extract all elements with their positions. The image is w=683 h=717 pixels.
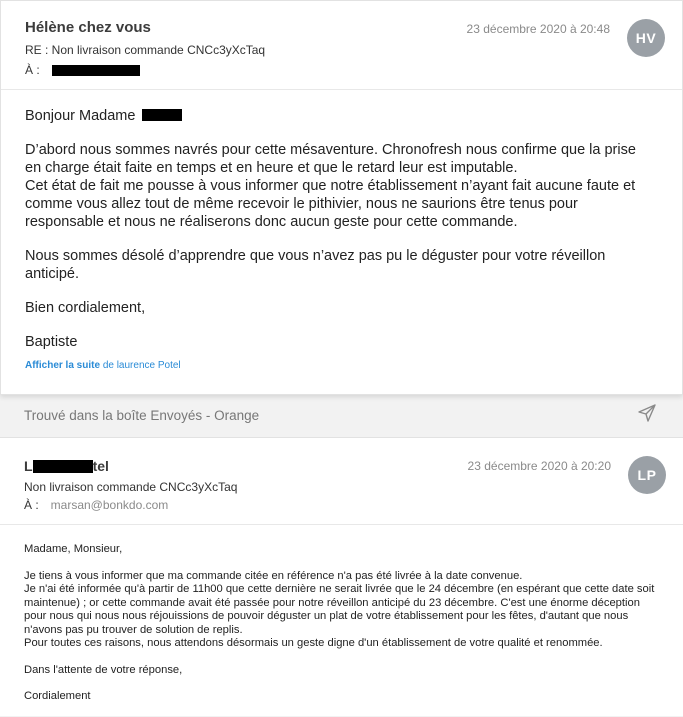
message-subject: Non livraison commande CNCc3yXcTaq [24, 480, 238, 494]
sender-name: Hélène chez vous [25, 19, 151, 36]
message-date: 23 décembre 2020 à 20:20 [467, 459, 611, 473]
paragraph: Je tiens à vous informer que ma commande citée en référence n'a pas été livrée à la date convenue. [24, 569, 523, 582]
show-more-from[interactable]: de laurence Potel [102, 360, 181, 371]
closing: Dans l'attente de votre réponse, [24, 663, 183, 676]
paragraph: Cet état de fait me pousse à vous informer que notre établissement n’ayant fait aucune faute et comme vous allez tout de même recevoir le pithivier, nous ne saurions être tenus pour responsable et nous ne réaliserons donc aucun geste pour cette commande. [25, 178, 636, 230]
message-body [24, 543, 664, 717]
avatar: LP [628, 456, 666, 494]
message-body [25, 107, 655, 367]
found-in-label: Trouvé dans la boîte Envoyés - Orange [24, 407, 260, 423]
avatar: HV [627, 19, 665, 57]
redacted-name [142, 109, 182, 121]
to-label: À : [24, 498, 39, 512]
greeting-text: Bonjour Madame [25, 108, 136, 124]
sender-name-end: tel [92, 458, 109, 474]
redacted-recipient [52, 65, 140, 76]
recipient-row [25, 63, 140, 77]
closing: Bien cordialement, [25, 300, 146, 316]
paragraph: Je n'ai été informée qu'à partir de 11h00 que cette dernière ne serait livrée que le 24 décembre (en espérant que cette date soit maintenue) ; or cette commande avait été passée pour notre réveillon anticipé du 23 décembre. C'est une énorme déception pour nous qui nous nous réjouissions de pouvoir déguster un plat de votre établissement pour les fêtes, d'autant que nous n'avons pas pu trouver de solution de replis. [24, 583, 655, 636]
send-icon [637, 403, 657, 428]
show-more-link[interactable] [25, 360, 181, 371]
to-label: À : [25, 63, 40, 77]
show-more-label[interactable]: Afficher la suite [25, 360, 101, 371]
header-divider [0, 524, 683, 525]
signature: Baptiste [25, 334, 78, 350]
signature: Cordialement [24, 690, 91, 702]
message-date: 23 décembre 2020 à 20:48 [466, 22, 610, 36]
sender-name-start: L [24, 458, 33, 474]
paragraph: D’abord nous sommes navrés pour cette mésaventure. Chronofresh nous confirme que la prise en charge était faite en temps et en heure et que le retard leur est imputable. [25, 142, 636, 176]
redacted-sender [33, 460, 93, 473]
greeting-line [25, 107, 655, 125]
header-divider [1, 89, 682, 90]
paragraph: Nous sommes désolé d’apprendre que vous n’avez pas pu le déguster pour votre réveillon anticipé. [25, 248, 606, 282]
message-card-original[interactable] [0, 437, 683, 716]
recipient-address[interactable]: marsan@bonkdo.com [50, 498, 169, 512]
found-in-bar [0, 393, 683, 437]
message-subject: RE : Non livraison commande CNCc3yXcTaq [25, 43, 266, 57]
sender-name [24, 458, 109, 474]
paragraph: Pour toutes ces raisons, nous attendons désormais un geste digne d'un établissement de votre qualité et renommée. [24, 637, 603, 649]
greeting-line: Madame, Monsieur, [24, 543, 123, 555]
recipient-row [24, 498, 168, 512]
